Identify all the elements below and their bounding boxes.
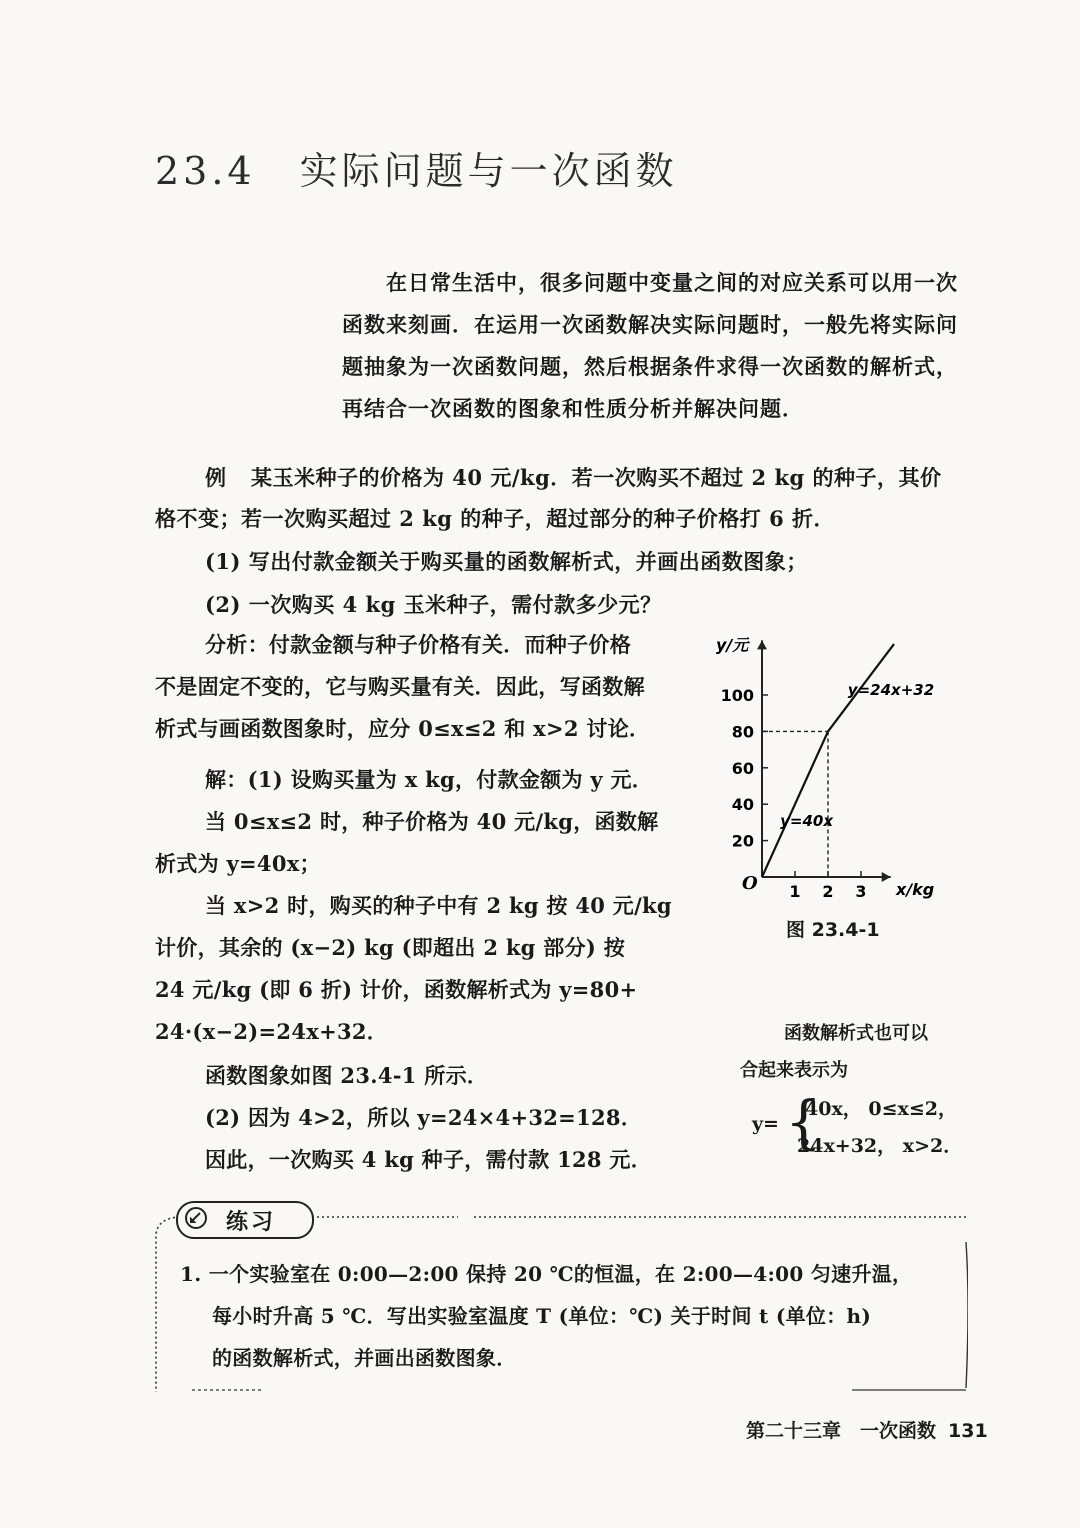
x-tick-label: 1 (789, 882, 801, 901)
section-title-text: 实际问题与一次函数 (299, 149, 678, 193)
function-graph (706, 626, 966, 906)
series-label-2: y=24x+32 (847, 681, 935, 699)
x-tick-label: 3 (855, 882, 867, 901)
practice-badge (176, 1201, 314, 1239)
y-tick-label: 20 (731, 831, 754, 851)
side-note-line1: 函数解析式也可以 (784, 1023, 928, 1044)
page-footer (746, 1416, 988, 1443)
piecewise-brace: { (785, 1088, 822, 1156)
x-axis-label: x/kg (896, 880, 935, 899)
exercise-1-line: 1. 一个实验室在 0:00—2:00 保持 20 ℃的恒温，在 2:00—4:00 匀速升温， (180, 1262, 913, 1286)
solution-line: 解：(1) 设购买量为 x kg，付款金额为 y 元． (205, 767, 654, 792)
y-tick-label: 60 (731, 758, 754, 778)
intro-paragraph: 在日常生活中，很多问题中变量之间的对应关系可以用一次函数来刻画．在运用一次函数解决实际问题时，一般先将实际问题抽象为一次函数问题，然后根据条件求得一次函数的解析式，再结合一次函数的图象和性质分析并解决问题． (342, 270, 958, 421)
solution-line: (2) 因为 4>2，所以 y=24×4+32=128． (205, 1105, 643, 1130)
solution-line: 24 元/kg (即 6 折) 计价，函数解析式为 y=80+ (155, 977, 638, 1002)
piecewise-case-2: 24x+32， x>2． (797, 1135, 963, 1157)
solution-line: 因此，一次购买 4 kg 种子，需付款 128 元． (205, 1147, 653, 1172)
analysis-line: 分析：付款金额与种子价格有关．而种子价格 (205, 632, 631, 657)
side-note-line2: 合起来表示为 (740, 1060, 848, 1081)
example-statement-line2: 格不变；若一次购买超过 2 kg 的种子，超过部分的种子价格打 6 折． (155, 506, 836, 531)
y-tick-label: 40 (731, 795, 754, 815)
x-tick-label: 2 (822, 882, 834, 901)
y-axis-label: y/元 (716, 635, 749, 655)
solution-line: 当 x>2 时，购买的种子中有 2 kg 按 40 元/kg (205, 893, 672, 918)
y-tick-label: 100 (720, 686, 754, 705)
example-label: 例 (205, 465, 227, 490)
piecewise-case-1: 40x， 0≤x≤2， (805, 1098, 957, 1120)
practice-pencil-icon (184, 1206, 208, 1230)
series-label-1: y=40x (780, 812, 834, 831)
solution-line: 24·(x−2)=24x+32． (155, 1019, 389, 1044)
example-statement-line1: 某玉米种子的价格为 40 元/kg．若一次购买不超过 2 kg 的种子，其价 (251, 465, 942, 490)
figure-caption: 图 23.4-1 (786, 919, 880, 941)
x-axis-arrow (882, 872, 891, 882)
section-title (155, 140, 678, 195)
series-line-1 (762, 731, 828, 877)
solution-line: 当 0≤x≤2 时，种子价格为 40 元/kg，函数解 (205, 809, 659, 834)
y-tick-label: 80 (731, 722, 754, 742)
solution-line: 析式为 y=40x； (155, 851, 321, 876)
chapter-title: 第二十三章 一次函数 (746, 1420, 937, 1442)
exercise-1-line: 每小时升高 5 ℃．写出实验室温度 T (单位：℃) 关于时间 t (单位：h) (212, 1304, 872, 1328)
analysis-line: 析式与画函数图象时，应分 0≤x≤2 和 x>2 讨论． (155, 716, 651, 741)
section-number: 23.4 (155, 149, 256, 193)
question-1: (1) 写出付款金额关于购买量的函数解析式，并画出函数图象； (205, 549, 808, 574)
question-2: (2) 一次购买 4 kg 玉米种子，需付款多少元？ (205, 592, 662, 617)
analysis-line: 不是固定不变的，它与购买量有关．因此，写函数解 (155, 674, 645, 699)
piecewise-y: y= (752, 1113, 779, 1135)
solution-line: 计价，其余的 (x−2) kg (即超出 2 kg 部分) 按 (155, 935, 626, 960)
solution-line: 函数图象如图 23.4-1 所示． (205, 1063, 489, 1088)
y-axis-arrow (757, 640, 767, 649)
exercise-1-line: 的函数解析式，并画出函数图象． (212, 1346, 517, 1370)
page-number: 131 (948, 1420, 988, 1442)
practice-title: 练习 (226, 1210, 277, 1235)
origin-label: O (742, 873, 758, 894)
